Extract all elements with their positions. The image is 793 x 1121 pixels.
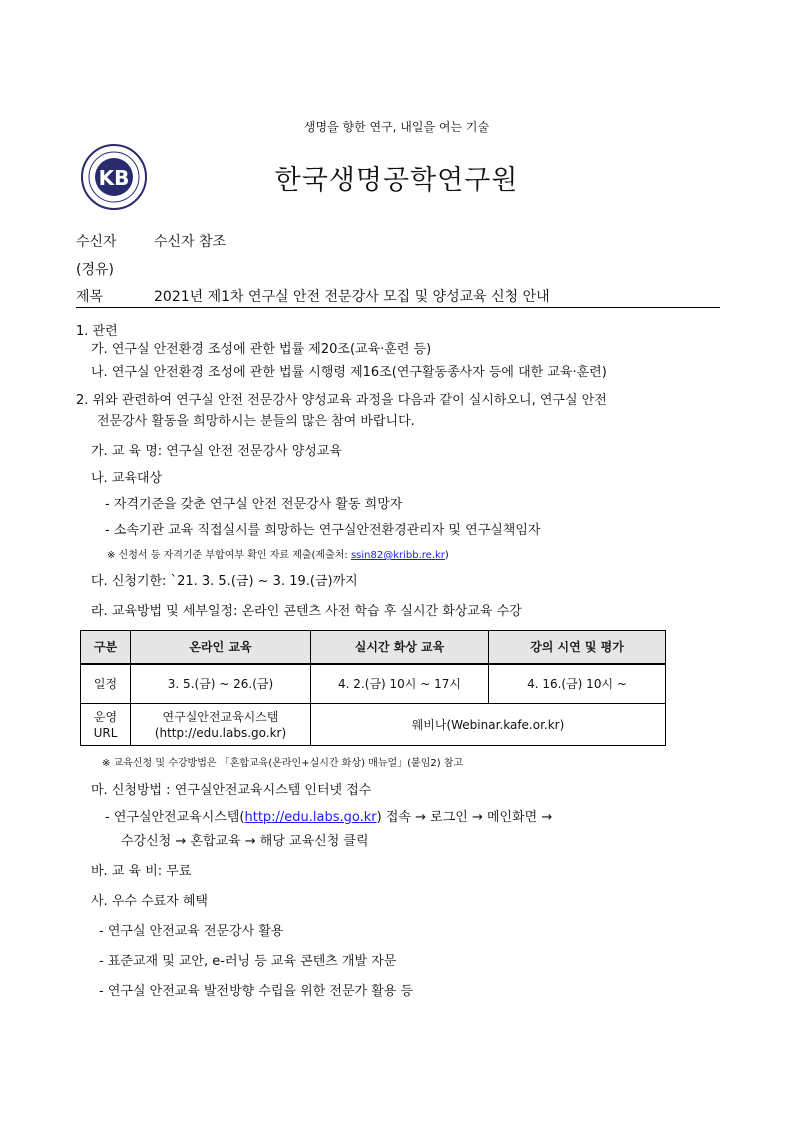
table-header-row <box>81 631 666 664</box>
via-label: (경유) <box>76 262 114 278</box>
schedule-table <box>80 630 666 746</box>
table-cell-webinar: 웨비나(Webinar.kafe.or.kr) <box>311 704 666 746</box>
table-row <box>81 664 666 704</box>
table-note: ※ 교육신청 및 수강방법은 「혼합교육(온라인+실시간 화상) 매뉴얼」(붙임2) 참고 <box>102 758 464 769</box>
table-header-cell: 온라인 교육 <box>131 631 311 664</box>
cell-line: 연구실안전교육시스템 <box>162 709 279 724</box>
cell-line: 운영 <box>93 709 118 724</box>
section-1-item-b: 나. 연구실 안전환경 조성에 관한 법률 시행령 제16조(연구활동종사자 등에 대한 교육·훈련) <box>91 365 607 380</box>
edu-system-link[interactable]: http://edu.labs.go.kr <box>244 810 377 825</box>
table-cell: 4. 2.(금) 10시 ~ 17시 <box>311 664 489 704</box>
slogan: 생명을 향한 연구, 내일을 여는 기술 <box>303 120 490 134</box>
header-divider <box>76 307 720 308</box>
benefit-3: - 연구실 안전교육 발전방향 수립을 위한 전문가 활용 등 <box>99 984 414 999</box>
table-cell <box>81 704 131 746</box>
section-2-line-2: 전문강사 활동을 희망하시는 분들의 많은 참여 바랍니다. <box>97 414 415 429</box>
item-course-name: 가. 교 육 명: 연구실 안전 전문강사 양성교육 <box>91 444 342 459</box>
method-line-1: - 연구실안전교육시스템(http://edu.labs.go.kr) 접속 → 로그인 → 메인화면 → <box>105 810 553 825</box>
item-fee: 바. 교 육 비: 무료 <box>91 864 192 879</box>
table-row <box>81 704 666 746</box>
recipient-value: 수신자 참조 <box>154 234 227 250</box>
recipient-label: 수신자 <box>76 234 117 250</box>
table-cell: 4. 16.(금) 10시 ~ <box>489 664 666 704</box>
target-2: - 소속기관 교육 직접실시를 희망하는 연구실안전환경관리자 및 연구실책임자 <box>105 523 541 538</box>
table-header-cell: 구분 <box>81 631 131 664</box>
cell-line: (http://edu.labs.go.kr) <box>154 725 287 740</box>
table-cell: 일정 <box>81 664 131 704</box>
subject-value: 2021년 제1차 연구실 안전 전문강사 모집 및 양성교육 신청 안내 <box>154 289 550 305</box>
item-method-schedule: 라. 교육방법 및 세부일정: 온라인 콘텐츠 사전 학습 후 실시간 화상교육 수강 <box>91 604 522 619</box>
benefit-1: - 연구실 안전교육 전문강사 활용 <box>99 924 284 939</box>
target-1: - 자격기준을 갖춘 연구실 안전 전문강사 활동 희망자 <box>105 497 403 512</box>
subject-label: 제목 <box>76 289 104 305</box>
table-cell: 3. 5.(금) ~ 26.(금) <box>131 664 311 704</box>
item-apply-method: 마. 신청방법 : 연구실안전교육시스템 인터넷 접수 <box>91 783 372 798</box>
section-2-line-1: 2. 위와 관련하여 연구실 안전 전문강사 양성교육 과정을 다음과 같이 실시하오니, 연구실 안전 <box>76 393 607 408</box>
table-header-cell: 강의 시연 및 평가 <box>489 631 666 664</box>
organization-name: 한국생명공학연구원 <box>274 165 519 196</box>
submission-note: ※ 신청서 등 자격기준 부합여부 확인 자료 제출(제출처: ssin82@kribb.re.kr) <box>107 550 449 561</box>
submission-email-link[interactable]: ssin82@kribb.re.kr <box>350 550 445 561</box>
section-1-item-a: 가. 연구실 안전환경 조성에 관한 법률 제20조(교육·훈련 등) <box>91 342 432 357</box>
table-cell <box>131 704 311 746</box>
item-deadline: 다. 신청기한: `21. 3. 5.(금) ~ 3. 19.(금)까지 <box>91 574 358 589</box>
svg-text:KB: KB <box>98 166 130 190</box>
cell-line: URL <box>93 725 118 740</box>
item-target-title: 나. 교육대상 <box>91 471 163 486</box>
item-benefits-title: 사. 우수 수료자 혜택 <box>91 894 208 909</box>
table-header-cell: 실시간 화상 교육 <box>311 631 489 664</box>
benefit-2: - 표준교재 및 교안, e-러닝 등 교육 콘텐츠 개발 자문 <box>99 954 397 969</box>
method-line-2: 수강신청 → 혼합교육 → 해당 교육신청 클릭 <box>121 834 369 849</box>
section-1-title: 1. 관련 <box>76 324 118 339</box>
